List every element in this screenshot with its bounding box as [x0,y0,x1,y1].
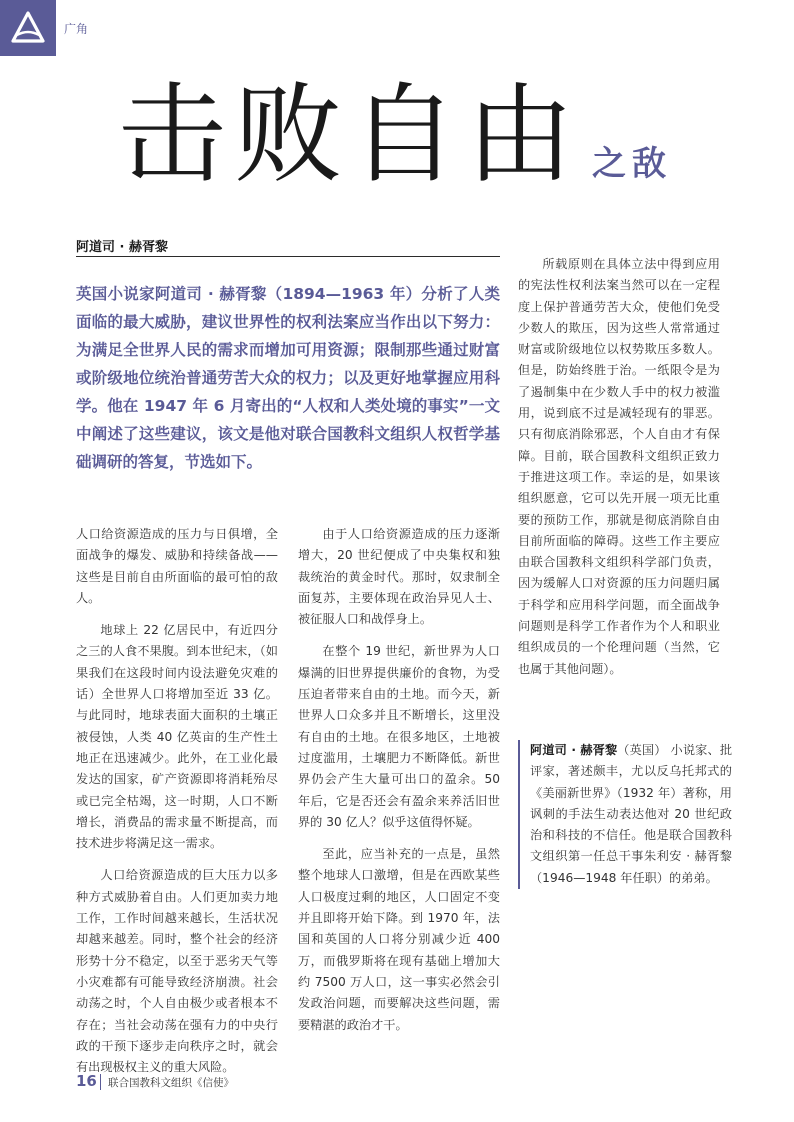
body-paragraph: 地球上 22 亿居民中，有近四分之三的人食不果腹。到本世纪末，（如果我们在这段时间内设法避免灾难的话）全世界人口将增加至近 33 亿。与此同时，地球表面大面积的土壤正被侵蚀，人类 40 亿英亩的生产性土地正在迅速减少。此外，在工业化最发达的国家，矿产资源即将消耗殆尽或已完全枯竭，这一时期，人口不断增长，消费品的需求量不断提高，而技术进步将满足这一需求。 [76,623,278,851]
divider [76,256,500,257]
body-paragraph: 在整个 19 世纪，新世界为人口爆满的旧世界提供廉价的食物，为受压迫者带来自由的土地。而今天，新世界人口众多并且不断增长，这里没有自由的土地。在很多地区，土地被过度滥用，土壤肥力不断降低。新世界仍会产生大量可出口的盈余。50 年后，它是否还会有盈余来养活旧世界的 30 亿人？似乎这值得怀疑。 [298,644,500,829]
body-paragraph: 至此，应当补充的一点是，虽然整个地球人口激增，但是在西欧某些人口极度过剩的地区，人口固定不变并且即将开始下降。到 1970 年，法国和英国的人口将分别减少近 400 万，而俄罗斯将在现有基础上增加大约 7500 万人口，这一事实必然会引发政治问题，而要解决这些问题，需要精湛的政治才干。 [298,847,500,1032]
section-tag: 广角 [64,22,89,36]
article-title: 击败自由 [118,73,583,198]
author-byline: 阿道司 · 赫胥黎 [76,240,168,255]
page-number: 16 [76,1072,97,1090]
body-column-1 [76,524,278,1089]
body-column-2 [298,524,500,1047]
bio-name: 阿道司 · 赫胥黎 [530,743,618,757]
body-column-3 [518,254,720,691]
triangle-logo-icon [8,8,48,48]
footer-divider [100,1074,101,1090]
author-bio [518,740,732,889]
logo-block [0,0,56,56]
publication-name: 联合国教科文组织《信使》 [108,1077,234,1089]
article-subtitle: 之敌 [592,144,672,184]
body-paragraph: 由于人口给资源造成的压力逐渐增大，20 世纪便成了中央集权和独裁统治的黄金时代。那时，奴隶制全面复苏，主要体现在政治异见人士、被征服人口和战俘身上。 [298,527,500,627]
bio-text: （英国） 小说家、批评家，著述颇丰，尤以反乌托邦式的《美丽新世界》（1932 年）著称，用讽刺的手法生动表达他对 20 世纪政治和科技的不信任。他是联合国教科文组织第一任总干事朱利安 · 赫胥黎（1946—1948 年任职）的弟弟。 [530,743,733,885]
body-paragraph: 人口给资源造成的巨大压力以多种方式威胁着自由。人们更加卖力地工作，工作时间越来越长，生活状况却越来越差。同时，整个社会的经济形势十分不稳定，以至于恶劣天气等小灾难都有可能导致经济崩溃。社会动荡之时，个人自由极少或者根本不存在；当社会动荡在强有力的中央行政的干预下逐步走向秩序之时，就会有出现极权主义的重大风险。 [76,868,278,1075]
body-paragraph: 所载原则在具体立法中得到应用的宪法性权利法案当然可以在一定程度上保护普通劳苦大众，使他们免受少数人的欺压，因为这些人常常通过财富或阶级地位以权势欺压多数人。但是，防始终胜于治。一纸限令是为了遏制集中在少数人手中的权力被滥用，说到底不过是减轻现有的罪恶。只有彻底消除邪恶，个人自由才有保障。目前，联合国教科文组织正致力于推进这项工作。幸运的是，如果该组织愿意，它可以先开展一项无比重要的预防工作，那就是彻底消除自由目前所面临的障碍。这些工作主要应由联合国教科文组织科学部门负责，因为缓解人口对资源的压力问题归属于科学和应用科学问题，而全面战争问题则是科学工作者作为个人和职业组织成员的一个伦理问题（当然，它也属于其他问题）。 [518,257,720,676]
body-paragraph: 人口给资源造成的压力与日俱增，全面战争的爆发、威胁和持续备战——这些是目前自由所面临的最可怕的敌人。 [76,527,278,605]
intro-paragraph: 英国小说家阿道司 · 赫胥黎（1894—1963 年）分析了人类面临的最大威胁，建议世界性的权利法案应当作出以下努力：为满足全世界人民的需求而增加可用资源；限制那些通过财富或阶级地位统治普通劳苦大众的权力；以及更好地掌握应用科学。他在 1947 年 6 月寄出的“人权和人类处境的事实”一文中阐述了这些建议，该文是他对联合国教科文组织人权哲学基础调研的答复，节选如下。 [76,285,500,471]
